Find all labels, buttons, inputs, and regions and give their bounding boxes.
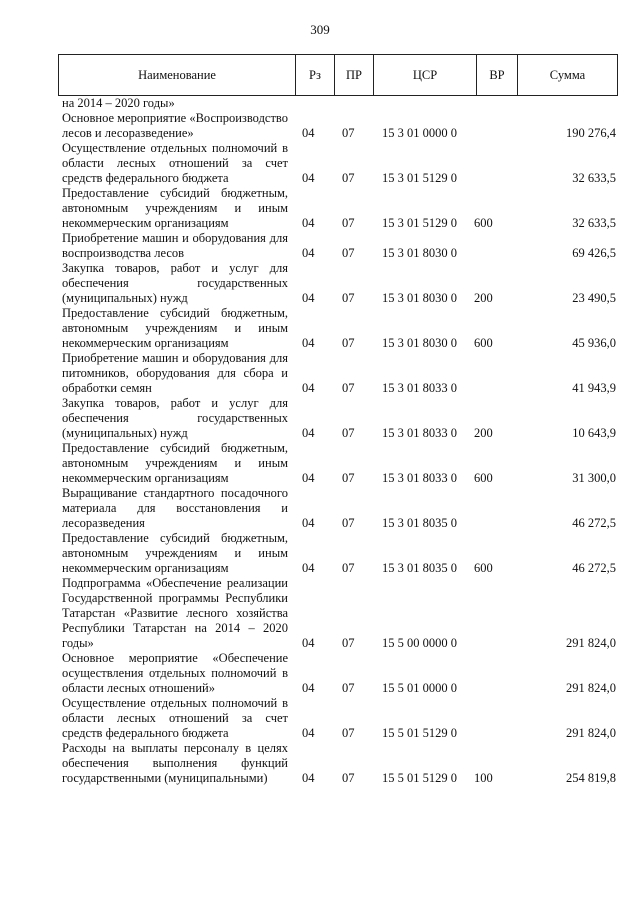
row-rz: 04 bbox=[302, 636, 315, 650]
row-vr: 600 bbox=[474, 471, 493, 485]
row-name: Приобретение машин и оборудования для воспроизводства лесов bbox=[62, 231, 288, 260]
row-pr: 07 bbox=[342, 471, 355, 485]
row-name: Предоставление субсидий бюджетным, автономным учреждениям и иным некоммерческим организациям bbox=[62, 441, 288, 485]
row-pr: 07 bbox=[342, 171, 355, 185]
row-sum: 291 824,0 bbox=[566, 726, 616, 740]
row-rz: 04 bbox=[302, 681, 315, 695]
row-name: Основное мероприятие «Обеспечение осуществления отдельных полномочий в области лесных отношений» bbox=[62, 651, 288, 695]
row-name: Закупка товаров, работ и услуг для обеспечения государственных (муниципальных) нужд bbox=[62, 396, 288, 440]
row-pr: 07 bbox=[342, 426, 355, 440]
table-row bbox=[62, 141, 618, 186]
table-row bbox=[62, 306, 618, 351]
row-pr: 07 bbox=[342, 681, 355, 695]
row-name: на 2014 – 2020 годы» bbox=[62, 96, 175, 110]
row-rz: 04 bbox=[302, 126, 315, 140]
row-csr: 15 5 01 5129 0 bbox=[382, 771, 457, 785]
row-pr: 07 bbox=[342, 636, 355, 650]
row-csr: 15 3 01 8033 0 bbox=[382, 381, 457, 395]
header-name: Наименование bbox=[59, 55, 296, 95]
row-pr: 07 bbox=[342, 771, 355, 785]
row-vr: 600 bbox=[474, 336, 493, 350]
row-pr: 07 bbox=[342, 126, 355, 140]
row-name: Предоставление субсидий бюджетным, автономным учреждениям и иным некоммерческим организациям bbox=[62, 531, 288, 575]
row-csr: 15 3 01 5129 0 bbox=[382, 216, 457, 230]
row-csr: 15 5 00 0000 0 bbox=[382, 636, 457, 650]
row-rz: 04 bbox=[302, 471, 315, 485]
row-name: Осуществление отдельных полномочий в области лесных отношений за счет средств федерального бюджета bbox=[62, 696, 288, 740]
row-rz: 04 bbox=[302, 381, 315, 395]
row-name: Приобретение машин и оборудования для питомников, оборудования для сбора и обработки семян bbox=[62, 351, 288, 395]
table-row bbox=[62, 576, 618, 651]
row-name: Расходы на выплаты персоналу в целях обеспечения выполнения функций государственными (муниципальными) bbox=[62, 741, 288, 785]
row-pr: 07 bbox=[342, 516, 355, 530]
row-csr: 15 3 01 8033 0 bbox=[382, 426, 457, 440]
row-csr: 15 3 01 8030 0 bbox=[382, 336, 457, 350]
table-row bbox=[62, 261, 618, 306]
row-sum: 41 943,9 bbox=[572, 381, 616, 395]
table-row bbox=[62, 111, 618, 141]
table-row bbox=[62, 741, 618, 786]
row-rz: 04 bbox=[302, 291, 315, 305]
row-sum: 46 272,5 bbox=[572, 561, 616, 575]
row-csr: 15 3 01 8035 0 bbox=[382, 516, 457, 530]
page-number: 309 bbox=[310, 22, 330, 37]
row-rz: 04 bbox=[302, 561, 315, 575]
row-sum: 291 824,0 bbox=[566, 681, 616, 695]
table-row bbox=[62, 651, 618, 696]
row-sum: 254 819,8 bbox=[566, 771, 616, 785]
row-csr: 15 3 01 8030 0 bbox=[382, 246, 457, 260]
row-pr: 07 bbox=[342, 291, 355, 305]
table-row bbox=[62, 441, 618, 486]
row-rz: 04 bbox=[302, 336, 315, 350]
table-row bbox=[62, 696, 618, 741]
row-sum: 32 633,5 bbox=[572, 216, 616, 230]
table-row bbox=[62, 231, 618, 261]
row-csr: 15 5 01 5129 0 bbox=[382, 726, 457, 740]
row-sum: 32 633,5 bbox=[572, 171, 616, 185]
row-name: Осуществление отдельных полномочий в области лесных отношений за счет средств федерального бюджета bbox=[62, 141, 288, 185]
row-vr: 100 bbox=[474, 771, 493, 785]
row-pr: 07 bbox=[342, 336, 355, 350]
row-vr: 200 bbox=[474, 426, 493, 440]
table-row bbox=[62, 186, 618, 231]
header-sum: Сумма bbox=[549, 67, 586, 82]
row-csr: 15 3 01 8033 0 bbox=[382, 471, 457, 485]
row-vr: 600 bbox=[474, 216, 493, 230]
row-sum: 10 643,9 bbox=[572, 426, 616, 440]
row-vr: 600 bbox=[474, 561, 493, 575]
row-vr: 200 bbox=[474, 291, 493, 305]
row-pr: 07 bbox=[342, 216, 355, 230]
row-sum: 46 272,5 bbox=[572, 516, 616, 530]
table-row bbox=[62, 396, 618, 441]
header-vr: ВР bbox=[477, 55, 518, 95]
row-pr: 07 bbox=[342, 381, 355, 395]
row-sum: 45 936,0 bbox=[572, 336, 616, 350]
row-name: Основное мероприятие «Воспроизводство лесов и лесоразведение» bbox=[62, 111, 289, 140]
row-rz: 04 bbox=[302, 246, 315, 260]
row-rz: 04 bbox=[302, 516, 315, 530]
row-rz: 04 bbox=[302, 426, 315, 440]
row-csr: 15 3 01 8035 0 bbox=[382, 561, 457, 575]
row-name: Предоставление субсидий бюджетным, автономным учреждениям и иным некоммерческим организациям bbox=[62, 306, 288, 350]
table-row bbox=[62, 351, 618, 396]
header-rz: Рз bbox=[296, 55, 335, 95]
row-rz: 04 bbox=[302, 216, 315, 230]
header-csr: ЦСР bbox=[374, 55, 477, 95]
row-name: Подпрограмма «Обеспечение реализации Государственной программы Республики Татарстан «Развитие лесного хозяйства Республики Татарстан на 2014 – 2020 годы» bbox=[62, 576, 288, 650]
row-sum: 69 426,5 bbox=[572, 246, 616, 260]
row-sum: 190 276,4 bbox=[566, 126, 616, 140]
row-csr: 15 3 01 5129 0 bbox=[382, 171, 457, 185]
row-sum: 23 490,5 bbox=[572, 291, 616, 305]
row-rz: 04 bbox=[302, 171, 315, 185]
row-sum: 31 300,0 bbox=[572, 471, 616, 485]
row-rz: 04 bbox=[302, 726, 315, 740]
table-row bbox=[62, 96, 618, 111]
table-header bbox=[58, 54, 618, 96]
row-name: Предоставление субсидий бюджетным, автономным учреждениям и иным некоммерческим организациям bbox=[62, 186, 288, 230]
row-name: Выращивание стандартного посадочного материала для восстановления и лесоразведения bbox=[62, 486, 288, 530]
row-csr: 15 3 01 0000 0 bbox=[382, 126, 457, 140]
row-rz: 04 bbox=[302, 771, 315, 785]
row-sum: 291 824,0 bbox=[566, 636, 616, 650]
row-csr: 15 3 01 8030 0 bbox=[382, 291, 457, 305]
table-row bbox=[62, 486, 618, 531]
row-pr: 07 bbox=[342, 561, 355, 575]
row-csr: 15 5 01 0000 0 bbox=[382, 681, 457, 695]
table-body bbox=[62, 96, 618, 786]
row-name: Закупка товаров, работ и услуг для обеспечения государственных (муниципальных) нужд bbox=[62, 261, 288, 305]
header-pr: ПР bbox=[335, 55, 374, 95]
row-pr: 07 bbox=[342, 726, 355, 740]
table-row bbox=[62, 531, 618, 576]
row-pr: 07 bbox=[342, 246, 355, 260]
